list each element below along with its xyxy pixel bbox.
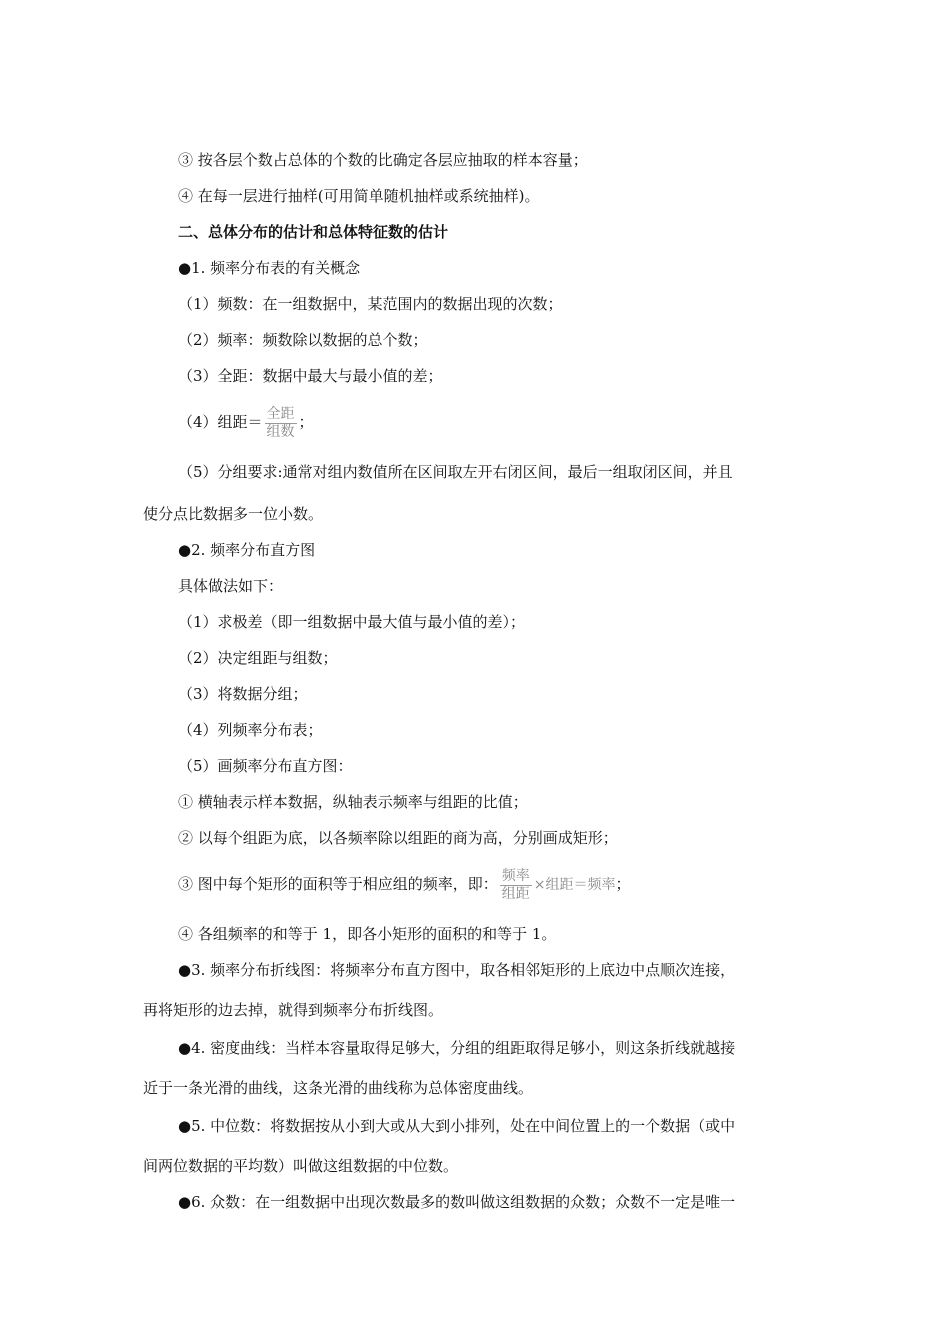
bullet-5-line1: ●5. 中位数：将数据按从小到大或从大到小排列，处在中间位置上的一个数据（或中 xyxy=(178,1117,736,1135)
fraction-rate-over-width xyxy=(500,868,532,903)
method-step-1: （1）求极差（即一组数据中最大值与最小值的差）； xyxy=(178,613,526,631)
histogram-note-4: ④ 各组频率的和等于 1，即各小矩形的面积的和等于 1。 xyxy=(178,925,557,943)
method-step-2: （2）决定组距与组数； xyxy=(178,649,338,667)
grouping-rule-line2: 使分点比数据多一位小数。 xyxy=(143,505,324,523)
bullet-6-line1: ●6. 众数：在一组数据中出现次数最多的数叫做这组数据的众数；众数不一定是唯一 xyxy=(178,1193,736,1211)
formula-tail: ×组距＝频率 xyxy=(533,877,616,893)
bullet-4-line1: ●4. 密度曲线：当样本容量取得足够大，分组的组距取得足够小，则这条折线就越接 xyxy=(178,1039,736,1057)
method-step-3: （3）将数据分组； xyxy=(178,685,308,703)
section-heading: 二、总体分布的估计和总体特征数的估计 xyxy=(178,223,449,241)
def-group-width xyxy=(178,404,314,441)
method-step-4: （4）列频率分布表； xyxy=(178,721,323,739)
bullet-3-line1: ●3. 频率分布折线图：将频率分布直方图中，取各相邻矩形的上底边中点顺次连接， xyxy=(178,961,736,979)
bullet-4-line2: 近于一条光滑的曲线，这条光滑的曲线称为总体密度曲线。 xyxy=(143,1079,534,1097)
fraction-range-over-groups xyxy=(265,406,297,441)
step-4-text: ④ 在每一层进行抽样(可用简单随机抽样或系统抽样)。 xyxy=(178,187,540,205)
method-intro: 具体做法如下： xyxy=(178,577,284,595)
def-range: （3）全距：数据中最大与最小值的差； xyxy=(178,367,443,385)
histogram-note-3-end: ； xyxy=(615,875,631,893)
fraction-numerator: 频率 xyxy=(501,867,530,884)
step-3-text: ③ 按各层个数占总体的个数的比确定各层应抽取的样本容量； xyxy=(178,151,588,169)
def-group-width-end: ； xyxy=(298,413,314,431)
histogram-note-3 xyxy=(178,866,631,903)
def-group-width-label: （4）组距＝ xyxy=(178,413,263,431)
bullet-1-heading: ●1. 频率分布表的有关概念 xyxy=(178,259,361,277)
histogram-note-1: ① 横轴表示样本数据，纵轴表示频率与组距的比值； xyxy=(178,793,528,811)
histogram-note-3-text: ③ 图中每个矩形的面积等于相应组的频率，即： xyxy=(178,875,498,893)
fraction-denominator: 组数 xyxy=(266,423,295,440)
bullet-5-line2: 间两位数据的平均数）叫做这组数据的中位数。 xyxy=(143,1157,459,1175)
fraction-denominator: 组距 xyxy=(501,885,530,902)
bullet-2-heading: ●2. 频率分布直方图 xyxy=(178,541,316,559)
def-frequency-count: （1）频数：在一组数据中，某范围内的数据出现的次数； xyxy=(178,295,563,313)
bullet-3-line2: 再将矩形的边去掉，就得到频率分布折线图。 xyxy=(143,1001,444,1019)
fraction-numerator: 全距 xyxy=(266,405,295,422)
def-frequency-rate: （2）频率：频数除以数据的总个数； xyxy=(178,331,428,349)
histogram-note-2: ② 以每个组距为底，以各频率除以组距的商为高，分别画成矩形； xyxy=(178,829,618,847)
grouping-rule-line1: （5）分组要求:通常对组内数值所在区间取左开右闭区间，最后一组取闭区间，并且 xyxy=(178,463,733,481)
method-step-5: （5）画频率分布直方图： xyxy=(178,757,353,775)
